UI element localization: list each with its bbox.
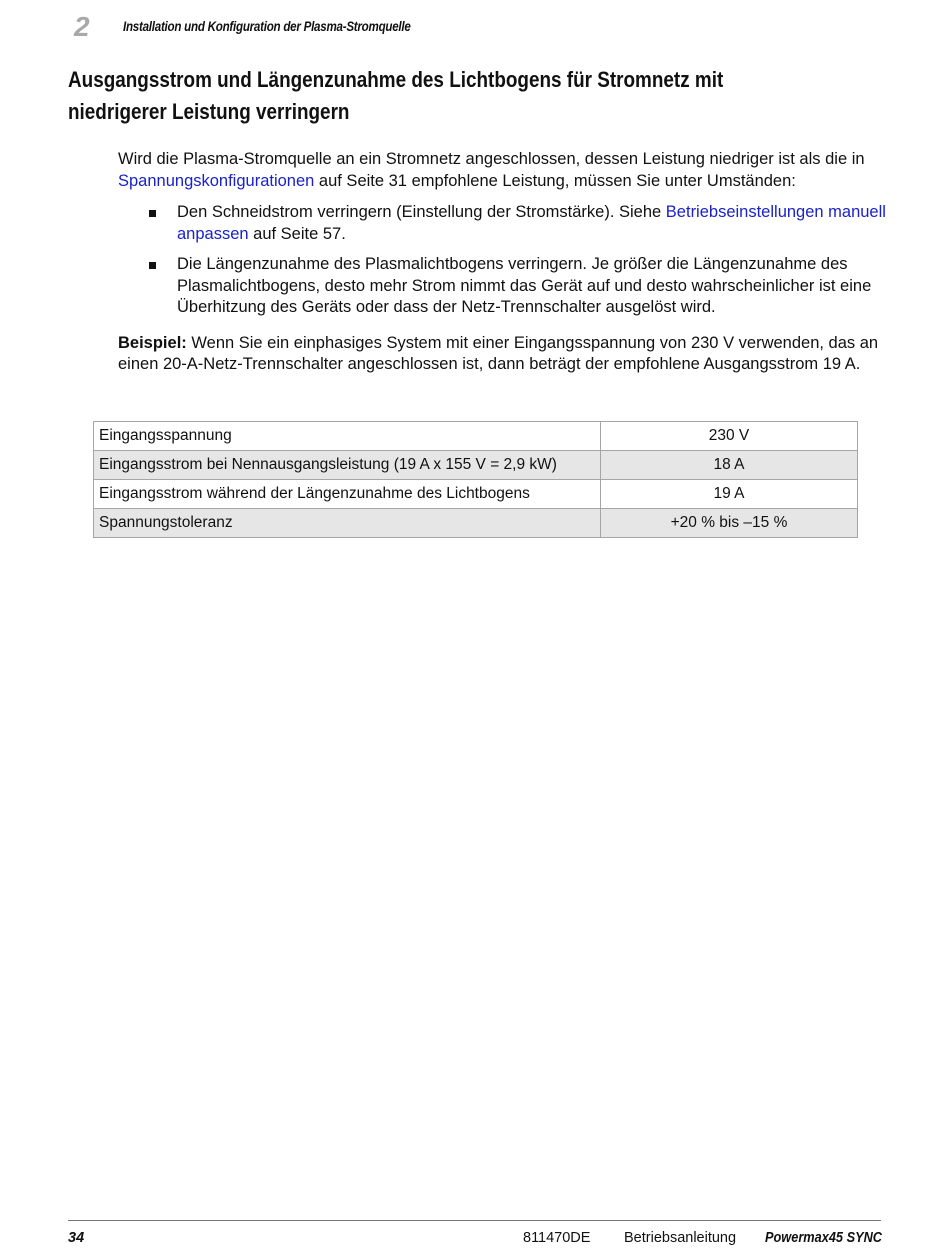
link-spannungskonfigurationen[interactable]: Spannungskonfigurationen — [118, 171, 315, 190]
table-cell-label: Eingangsstrom bei Nennausgangsleistung (19 A x 155 V = 2,9 kW) — [94, 451, 601, 480]
table-cell-value: 230 V — [601, 422, 858, 451]
bullet-1-text-1: Den Schneidstrom verringern (Einstellung der Stromstärke). Siehe — [177, 203, 666, 221]
bullet-square-icon — [149, 210, 156, 217]
bullet-list — [118, 202, 888, 319]
chapter-number: 2 — [74, 11, 90, 42]
chapter-title: Installation und Konfiguration der Plasma-Stromquelle — [123, 19, 411, 34]
section-title: Ausgangsstrom und Längenzunahme des Lichtbogens für Stromnetz mit niedrigerer Leistung verringern — [68, 67, 724, 124]
table-cell-value: +20 % bis –15 % — [601, 509, 858, 538]
footer-divider — [68, 1220, 881, 1221]
link-betriebseinstellungen[interactable]: Betriebseinstellungen manuell anpassen — [177, 203, 886, 243]
table-row — [94, 422, 858, 451]
intro-text-1: Wird die Plasma-Stromquelle an ein Stromnetz angeschlossen, dessen Leistung niedriger ist als die in — [118, 150, 865, 168]
table-row — [94, 451, 858, 480]
table-row — [94, 509, 858, 538]
footer-product-name: Powermax45 SYNC — [765, 1230, 883, 1246]
table-cell-value: 19 A — [601, 480, 858, 509]
table-cell-label: Eingangsstrom während der Längenzunahme des Lichtbogens — [94, 480, 601, 509]
table-cell-value: 18 A — [601, 451, 858, 480]
example-text: Wenn Sie ein einphasiges System mit einer Eingangsspannung von 230 V verwenden, das an einen 20-A-Netz-Trennschalter angeschlossen ist, dann beträgt der empfohlene Ausgangsstrom 19 A. — [118, 333, 879, 373]
table-row — [94, 480, 858, 509]
body-content — [118, 149, 888, 376]
footer-document-type: Betriebsanleitung — [624, 1230, 737, 1246]
bullet-2-text: Die Längenzunahme des Plasmalichtbogens verringern. Je größer die Längenzunahme des Plasmalichtbogens, desto mehr Strom nimmt das Gerät auf und desto wahrscheinlicher ist eine Überhitzung des Geräts oder dass der Netz-Trennschalter ausgelöst wird. — [177, 255, 872, 316]
footer-document-number: 811470DE — [523, 1230, 591, 1246]
bullet-item — [118, 202, 888, 245]
bullet-1-text-2: auf Seite 57. — [248, 224, 346, 243]
bullet-square-icon — [149, 262, 156, 269]
example-label: Beispiel: — [118, 333, 187, 352]
intro-paragraph — [118, 149, 888, 192]
intro-text-2: auf Seite 31 empfohlene Leistung, müssen Sie unter Umständen: — [314, 171, 796, 190]
bullet-item — [118, 254, 888, 319]
table-cell-label: Eingangsspannung — [94, 422, 601, 451]
footer-page-number: 34 — [68, 1230, 85, 1246]
table-cell-label: Spannungstoleranz — [94, 509, 601, 538]
example-paragraph — [118, 333, 888, 376]
specs-table — [93, 421, 858, 538]
